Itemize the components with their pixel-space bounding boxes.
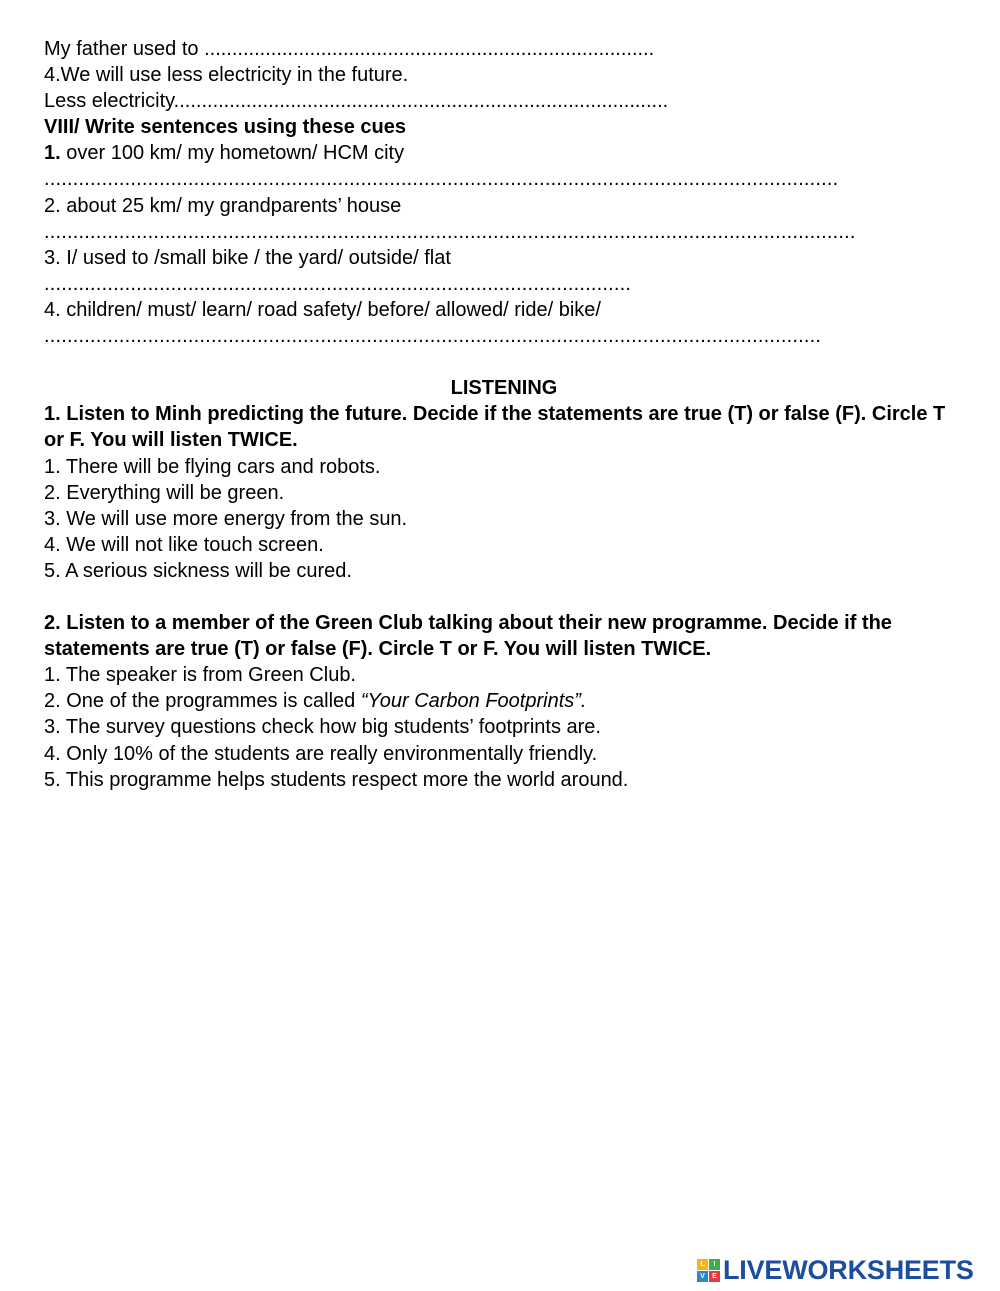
liveworksheets-logo <box>697 1255 974 1285</box>
cue-item: 4. children/ must/ learn/ road safety/ before/ allowed/ ride/ bike/ <box>44 298 601 321</box>
cue-number: 1. <box>44 142 61 165</box>
spacer <box>44 584 964 610</box>
text-line: 4.We will use less electricity in the future. <box>44 64 409 87</box>
cue-item: 2. about 25 km/ my grandparents’ house <box>44 194 402 217</box>
answer-line[interactable]: ....................................................................................................................................... <box>44 325 822 348</box>
statement: 5. A serious sickness will be cured. <box>44 559 352 582</box>
statement <box>44 688 964 714</box>
statement-text: 2. One of the programmes is called <box>44 690 361 713</box>
answer-line[interactable]: .......................................................................................................................................... <box>44 168 839 191</box>
listening-title: LISTENING <box>450 377 558 400</box>
task2-instruction: 2. Listen to a member of the Green Club talking about their new programme. Decide if the statements are true (T) or false (F). Circle T or F. You will listen TWICE. <box>44 612 892 661</box>
programme-name: “Your Carbon Footprints”. <box>360 690 587 713</box>
logo-mark-letter: I <box>709 1259 720 1270</box>
cue-item: 3. I/ used to /small bike / the yard/ outside/ flat <box>44 246 451 269</box>
statement: 3. We will use more energy from the sun. <box>44 507 408 530</box>
logo-mark-letter: E <box>709 1271 720 1282</box>
statement: 5. This programme helps students respect more the world around. <box>44 768 629 791</box>
answer-line[interactable]: ............................................................................................................................................. <box>44 220 856 243</box>
logo-mark-letter: V <box>697 1271 708 1282</box>
text-line: My father used to ................................................................................. <box>44 38 655 60</box>
statement: 1. There will be flying cars and robots. <box>44 455 381 478</box>
text-line: Less electricity......................................................................................... <box>44 90 669 113</box>
section-heading: VIII/ Write sentences using these cues <box>44 116 406 139</box>
task1-instruction: 1. Listen to Minh predicting the future. Decide if the statements are true (T) or false (F). Circle T or F. You will listen TWICE. <box>44 403 946 452</box>
answer-line[interactable]: ...................................................................................................... <box>44 272 632 295</box>
cue-text: over 100 km/ my hometown/ HCM city <box>60 142 405 165</box>
statement: 4. We will not like touch screen. <box>44 533 324 556</box>
statement: 3. The survey questions check how big students’ footprints are. <box>44 716 601 739</box>
worksheet-content <box>44 36 964 793</box>
logo-mark-icon <box>697 1259 720 1282</box>
statement: 2. Everything will be green. <box>44 481 285 504</box>
logo-text: LIVEWORKSHEETS <box>723 1255 974 1285</box>
statement: 1. The speaker is from Green Club. <box>44 664 356 687</box>
cue-item <box>44 140 964 166</box>
statement: 4. Only 10% of the students are really environmentally friendly. <box>44 742 598 765</box>
logo-mark-letter: L <box>697 1259 708 1270</box>
spacer <box>44 349 964 375</box>
